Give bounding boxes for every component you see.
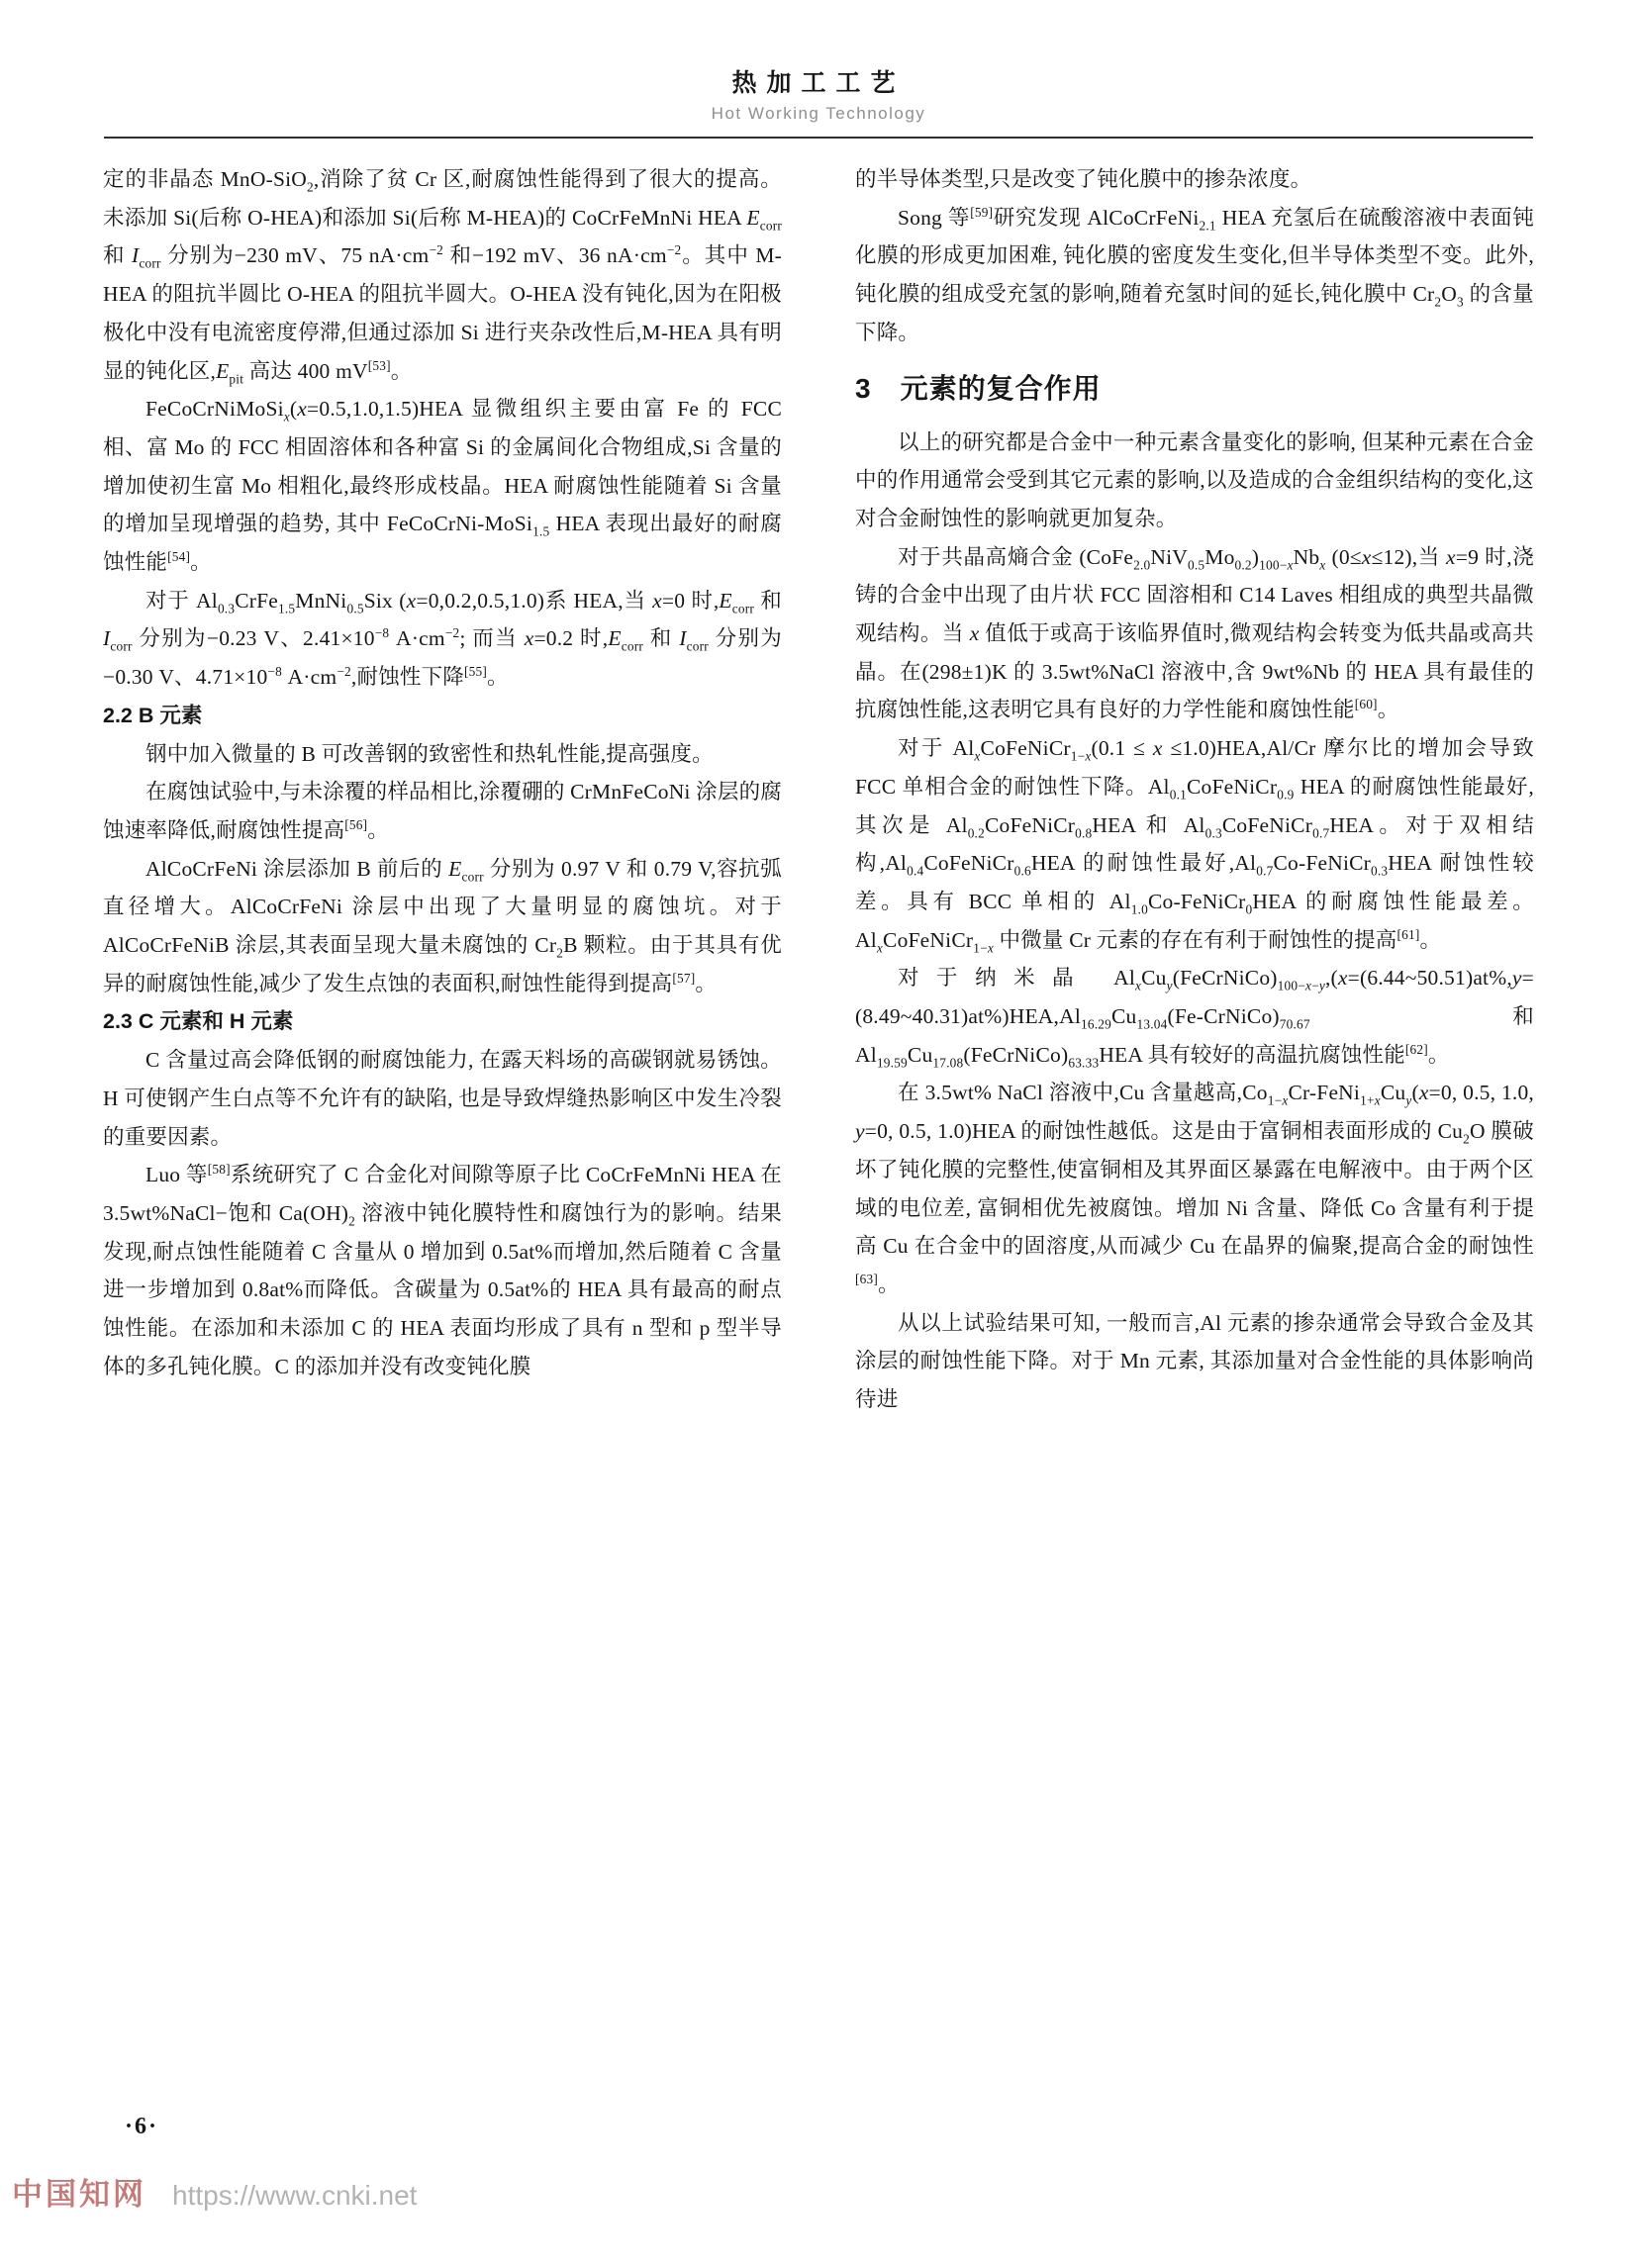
paragraph: 以上的研究都是合金中一种元素含量变化的影响, 但某种元素在合金中的作用通常会受到其它元素的影响,以及造成的合金组织结构的变化,这对合金耐蚀性的影响就更加复杂。 — [855, 429, 1534, 530]
paragraph: 对于 $Al_{0.3}CrFe_{1.5}MnNi_{0.5}Six$ (x=0,0.2,0.5,1.0)系 HEA,当 x=0 时$,E_{corr}$ 和 $I_{corr}$ 分别为−0.23 V、$2.41\times 10^{-8}$ $A\cdot cm^{-2}$; 而当 x=0.2 时$,E_{corr}$ 和 $I_{corr}$ 分别为−0.30 V、$4.71\times 10^{-8}$ $A\cdot cm^{-2}$,耐蚀性下降[55]。 — [103, 588, 783, 690]
paragraph: AlCoCrFeNi 涂层添加 B 前后的 $E_{corr}$ 分别为 0.97 V 和 0.79 V,容抗弧直径增大。AlCoCrFeNi 涂层中出现了大量明显的腐蚀坑。对于 AlCoCrFeNiB 涂层,其表面呈现大量未腐蚀的 $Cr_2B$ 颗粒。由于其具有优异的耐腐蚀性能,减少了发生点蚀的表面积,耐蚀性能得到提高[57]。 — [103, 856, 783, 995]
paragraph: 在腐蚀试验中,与未涂覆的样品相比,涂覆硼的 CrMnFeCoNi 涂层的腐蚀速率降低,耐腐蚀性提高[56]。 — [103, 780, 782, 842]
cnki-watermark — [12, 2169, 417, 2214]
article-body — [0, 160, 1637, 1419]
subsection-heading: 2.2 B 元素 — [103, 703, 203, 727]
header-rule — [104, 137, 1533, 139]
paragraph: 对于共晶高熵合金 $(CoFe_{2.0}NiV_{0.5}Mo_{0.2})_{100-x}Nb_x$ (0≤x≤12),当 x=9 时,浇铸的合金中出现了由片状 FCC 固溶相和 C14 Laves 相组成的典型共晶微观结构。当 x 值低于或高于该临界值时,微观结构会转变为低共晶或高共晶。在(298±1)K 的 3.5wt%NaCl 溶液中,含 9wt%Nb 的 HEA 具有最佳的抗腐蚀性能,这表明它具有良好的力学性能和腐蚀性能[60]。 — [855, 544, 1535, 722]
subsection-heading: 2.3 C 元素和 H 元素 — [103, 1009, 294, 1034]
left-column — [103, 160, 782, 1419]
journal-title-cn: 热加工工艺 — [731, 70, 906, 97]
journal-header — [0, 0, 1637, 124]
right-column — [855, 160, 1534, 1419]
section-heading: 3 元素的复合作用 — [855, 372, 1102, 404]
paragraph-continued: 的半导体类型,只是改变了钝化膜中的掺杂浓度。 — [855, 167, 1312, 191]
cnki-url[interactable]: https://www.cnki.net — [172, 2180, 418, 2211]
cnki-logo-text: 中国知网 — [12, 2177, 146, 2212]
paragraph: 钢中加入微量的 B 可改善钢的致密性和热轧性能,提高强度。 — [145, 741, 714, 766]
paragraph-continued: 定的非晶态 MnO-SiO$_2$,消除了贫 Cr 区,耐腐蚀性能得到了很大的提高。未添加 Si(后称 O-HEA)和添加 Si(后称 M-HEA)的 CoCrFeMnNi HEA $E_{corr}$ 和 $I_{corr}$ 分别为−230 mV、75 $nA\cdot cm^{-2}$ 和−192 mV、36 $nA\cdot cm^{-2}$。其中 M-HEA 的阻抗半圆比 O-HEA 的阻抗半圆大。O-HEA 没有钝化,因为在阳极极化中没有电流密度停滞,但通过添加 Si 进行夹杂改性后,M-HEA 具有明显的钝化区$,E_{pit}$ 高达 400 mV[53]。 — [103, 167, 783, 386]
journal-title-en: Hot Working Technology — [711, 104, 926, 123]
paragraph: Song 等[59]研究发现 AlCoCrFeNi$_{2.1}$ HEA 充氢后在硫酸溶液中表面钝化膜的形成更加困难, 钝化膜的密度发生变化,但半导体类型不变。此外,钝化膜的组成受充氢的影响,随着充氢时间的延长,钝化膜中 $Cr_2O_3$ 的含量下降。 — [855, 204, 1534, 344]
paragraph: 对于纳米晶 $Al_xCu_y(FeCrNiCo)_{100-x-y},(x=(6.44\sim 50.51)at\%,y=(8.49\sim 40.31)at\%)HEA,Al_{16.29}Cu_{13.04}(Fe-CrNiCo)_{70.67}$ 和 $Al_{19.59}Cu_{17.08}(FeCrNiCo)_{63.33}HEA$ 具有较好的高温抗腐蚀性能[62]。 — [855, 966, 1534, 1071]
paragraph: C 含量过高会降低钢的耐腐蚀能力, 在露天料场的高碳钢就易锈蚀。H 可使钢产生白点等不允许有的缺陷, 也是导致焊缝热影响区中发生冷裂的重要因素。 — [103, 1048, 782, 1149]
page-number: ·6· — [125, 2114, 159, 2139]
paragraph: 对于 $Al_xCoFeNiCr_{1-x}(0.1 \le x \le 1.0)HEA,Al/Cr$ 摩尔比的增加会导致 FCC 单相合金的耐蚀性下降。$Al_{0.1}CoFeNiCr_{0.9}$ HEA 的耐腐蚀性能最好, 其次是 $Al_{0.2}CoFeNiCr_{0.8}HEA$ 和 $Al_{0.3}CoFeNiCr_{0.7}HEA$。对于双相结构$,Al_{0.4}CoFeNiCr_{0.6}HEA$ 的耐蚀性最好$,Al_{0.7}Co-FeNiCr_{0.3}HEA$ 耐蚀性较差。具有 BCC 单相的 $Al_{1.0}Co-FeNiCr_0HEA$ 的耐腐蚀性能最差。$Al_xCoFeNiCr_{1-x}$ 中微量 Cr 元素的存在有利于耐蚀性的提高[61]。 — [855, 736, 1534, 955]
paragraph: FeCoCrNiMoSi$_x$(x=0.5,1.0,1.5)HEA 显微组织主要由富 Fe 的 FCC 相、富 Mo 的 FCC 相固溶体和各种富 Si 的金属间化合物组成,Si 含量的增加使初生富 Mo 相粗化,最终形成枝晶。HEA 耐腐蚀性能随着 Si 含量的增加呈现增强的趋势, 其中 FeCoCrNi-MoSi$_{1.5}$ HEA 表现出最好的耐腐蚀性能[54]。 — [103, 397, 782, 575]
paragraph: Luo 等[58]系统研究了 C 合金化对间隙等原子比 CoCrFeMnNi HEA 在 3.5wt%NaCl−饱和 $Ca(OH)_2$ 溶液中钝化膜特性和腐蚀行为的影响。结果发现,耐点蚀性能随着 C 含量从 0 增加到 0.5at%而增加,然后随着 C 含量进一步增加到 0.8at%而降低。含碳量为 0.5at%的 HEA 具有最高的耐点蚀性能。在添加和未添加 C 的 HEA 表面均形成了具有 n 型和 p 型半导体的多孔钝化膜。C 的添加并没有改变钝化膜 — [103, 1162, 782, 1378]
paragraph: 从以上试验结果可知, 一般而言,Al 元素的掺杂通常会导致合金及其涂层的耐蚀性能下降。对于 Mn 元素, 其添加量对合金性能的具体影响尚待进 — [855, 1310, 1534, 1412]
paragraph: 在 3.5wt% NaCl 溶液中,Cu 含量越高$,Co_{1-x}Cr-FeNi_{1+x}Cu_y(x=0$, 0.5, 1.0, y=0, 0.5, 1.0)HEA 的耐蚀性越低。这是由于富铜相表面形成的 $Cu_2O$ 膜破坏了钝化膜的完整性,使富铜相及其界面区暴露在电解液中。由于两个区域的电位差, 富铜相优先被腐蚀。增加 Ni 含量、降低 Co 含量有利于提高 Cu 在合金中的固溶度,从而减少 Cu 在晶界的偏聚,提高合金的耐蚀性[63]。 — [855, 1081, 1534, 1296]
